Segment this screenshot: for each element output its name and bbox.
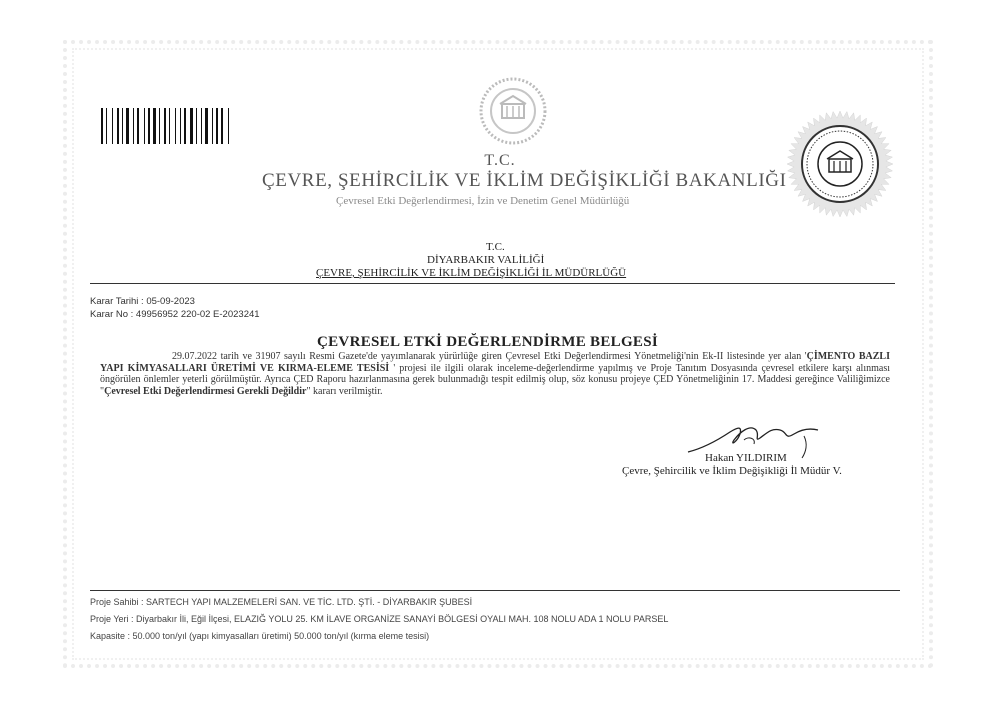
provincial-directorate: ÇEVRE, ŞEHİRCİLİK VE İKLİM DEĞİŞİKLİĞİ İL MÜDÜRLÜĞÜ	[316, 267, 627, 279]
body-text-2: ' projesi ile ilgili olarak inceleme-değerlendirme yapılmış ve Proje Tanıtım Dosyasında çevresel etkilere karşı alınması öngörülen önlemler yeterli görülmüştür. Ayrıca ÇED Raporu hazırlanmasına gerek bulunmadığı tespit edilmiş olup, söz konusu projeye ÇED Yönetmeliğinin 17. Maddesi gereğince Valiliğimizce "	[100, 362, 891, 397]
body-text-1: 29.07.2022 tarih ve 31907 sayılı Resmi Gazete'de yayımlanarak yürürlüğe giren Çevresel Etki Değerlendirmesi Yönetmeliği'nin Ek-II listesinde yer alan '	[172, 351, 807, 362]
signatory-name: Hakan YILDIRIM	[705, 452, 787, 464]
document-body	[100, 351, 890, 397]
barcode	[101, 108, 258, 144]
project-capacity: Kapasite : 50.000 ton/yıl (yapı kimyasalları üretimi) 50.000 ton/yıl (kırma eleme tesisi)	[90, 631, 430, 641]
body-text-3: " kararı verilmiştir.	[306, 385, 383, 397]
decision-number: Karar No : 49956952 220-02 E-2023241	[90, 309, 260, 320]
project-owner: Proje Sahibi : SARTECH YAPI MALZEMELERİ SAN. VE TİC. LTD. ŞTİ. - DİYARBAKIR ŞUBESİ	[90, 597, 473, 607]
general-directorate: Çevresel Etki Değerlendirmesi, İzin ve Denetim Genel Müdürlüğü	[336, 195, 630, 207]
footer-divider	[90, 590, 900, 591]
sub-header-tc: T.C.	[486, 241, 505, 253]
governorship: DİYARBAKIR VALİLİĞİ	[427, 254, 545, 266]
signatory-title: Çevre, Şehircilik ve İklim Değişikliği İl Müdür V.	[622, 465, 842, 477]
document-title: ÇEVRESEL ETKİ DEĞERLENDİRME BELGESİ	[317, 334, 659, 350]
ministry-name: ÇEVRE, ŞEHİRCİLİK VE İKLİM DEĞİŞİKLİĞİ BAKANLIĞI	[262, 170, 787, 191]
project-name: ÇİMENTO BAZLI YAPI KİMYASALLARI ÜRETİMİ VE KIRMA-ELEME TESİSİ	[100, 351, 890, 374]
decision-date: Karar Tarihi : 05-09-2023	[90, 296, 195, 307]
project-location: Proje Yeri : Diyarbakır İli, Eğil İlçesi, ELAZIĞ YOLU 25. KM İLAVE ORGANİZE SANAYİ BÖLGESİ OYALI MAH. 108 NOLU ADA 1 NOLU PARSEL	[90, 614, 669, 624]
decision-phrase: Çevresel Etki Değerlendirmesi Gerekli Değildir	[104, 385, 307, 397]
header-divider	[90, 283, 895, 284]
ministry-emblem	[478, 76, 548, 146]
header-tc: T.C.	[484, 152, 516, 169]
